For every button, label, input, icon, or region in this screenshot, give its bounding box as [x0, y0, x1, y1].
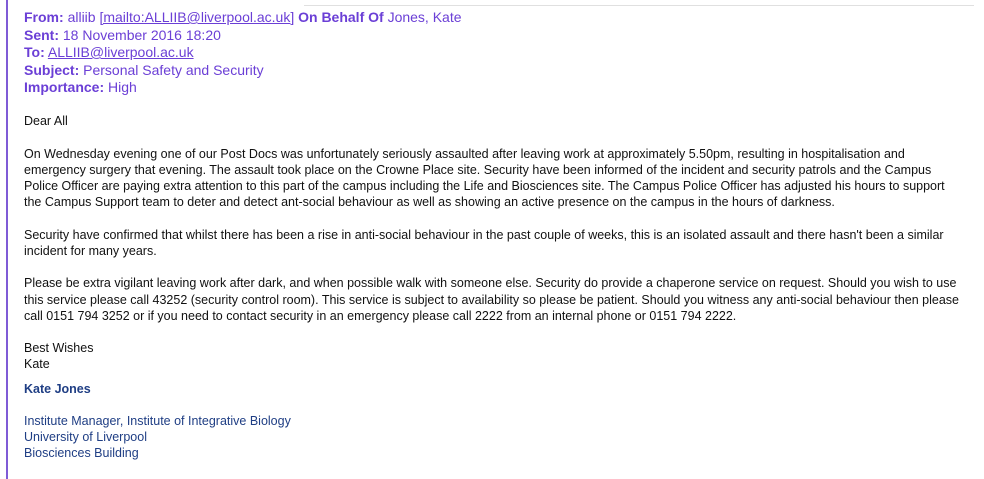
from-label: From:: [24, 9, 64, 25]
on-behalf-label: On Behalf Of: [298, 9, 384, 25]
signature-building: Biosciences Building: [24, 446, 139, 461]
importance-value: High: [108, 79, 137, 95]
signature-university: University of Liverpool: [24, 430, 147, 445]
to-email-link[interactable]: ALLIIB@liverpool.ac.uk: [47, 44, 194, 60]
sent-label: Sent:: [24, 26, 59, 43]
subject-value: Personal Safety and Security: [83, 61, 264, 78]
from-mailto-link[interactable]: [mailto:ALLIIB@liverpool.ac.uk]: [99, 9, 295, 25]
quoted-email: [6, 0, 978, 479]
to-label: To:: [24, 44, 45, 60]
paragraph-incident: On Wednesday evening one of our Post Docs was unfortunately seriously assaulted after leaving work at approximately 5.50pm, resulting in hospitalisation and emergency surgery that evening. The assault took place on the Crowne Place site. Security have been informed of the incident and security patrols and the Campus Police Officer are paying extra attention to this part of the campus including the Life and Biosciences site. The Campus Police Officer has adjusted his hours to support the Campus Support team to deter and detect ant-social behaviour as well as showing an active presence on the campus in the hours of darkness.: [24, 146, 945, 210]
sent-line: [24, 27, 462, 45]
closing-name: Kate: [24, 357, 50, 372]
header-divider: [304, 5, 974, 6]
greeting: Dear All: [24, 114, 68, 128]
subject-label: Subject:: [24, 61, 80, 78]
importance-label: Importance:: [24, 79, 105, 95]
to-line: [24, 44, 462, 62]
sent-value: 18 November 2016 18:20: [62, 26, 221, 43]
paragraph-security: Security have confirmed that whilst there has been a rise in anti-social behaviour in the past couple of weeks, this is an isolated assault and there hasn't been a similar incident for many years.: [24, 227, 944, 258]
on-behalf-name: Jones, Kate: [387, 9, 462, 25]
from-line: [24, 9, 462, 27]
importance-line: [24, 79, 462, 97]
from-name: alliib: [67, 9, 96, 25]
email-headers: [24, 9, 462, 97]
paragraph-vigilance: Please be extra vigilant leaving work after dark, and when possible walk with someone else. Security do provide a chaperone service on request. Should you wish to use this service please call 43252 (security control room). This service is subject to availability so please be patient. Should you witness any anti-social behaviour then please call 0151 794 3252 or if you need to contact security in an emergency please call 2222 from an internal phone or 0151 794 2222.: [24, 276, 959, 323]
subject-line: [24, 62, 462, 80]
email-body: [24, 113, 964, 461]
signature-name: Kate Jones: [24, 381, 91, 396]
closing-best-wishes: Best Wishes: [24, 341, 94, 356]
signature-title: Institute Manager, Institute of Integrative Biology: [24, 413, 291, 428]
